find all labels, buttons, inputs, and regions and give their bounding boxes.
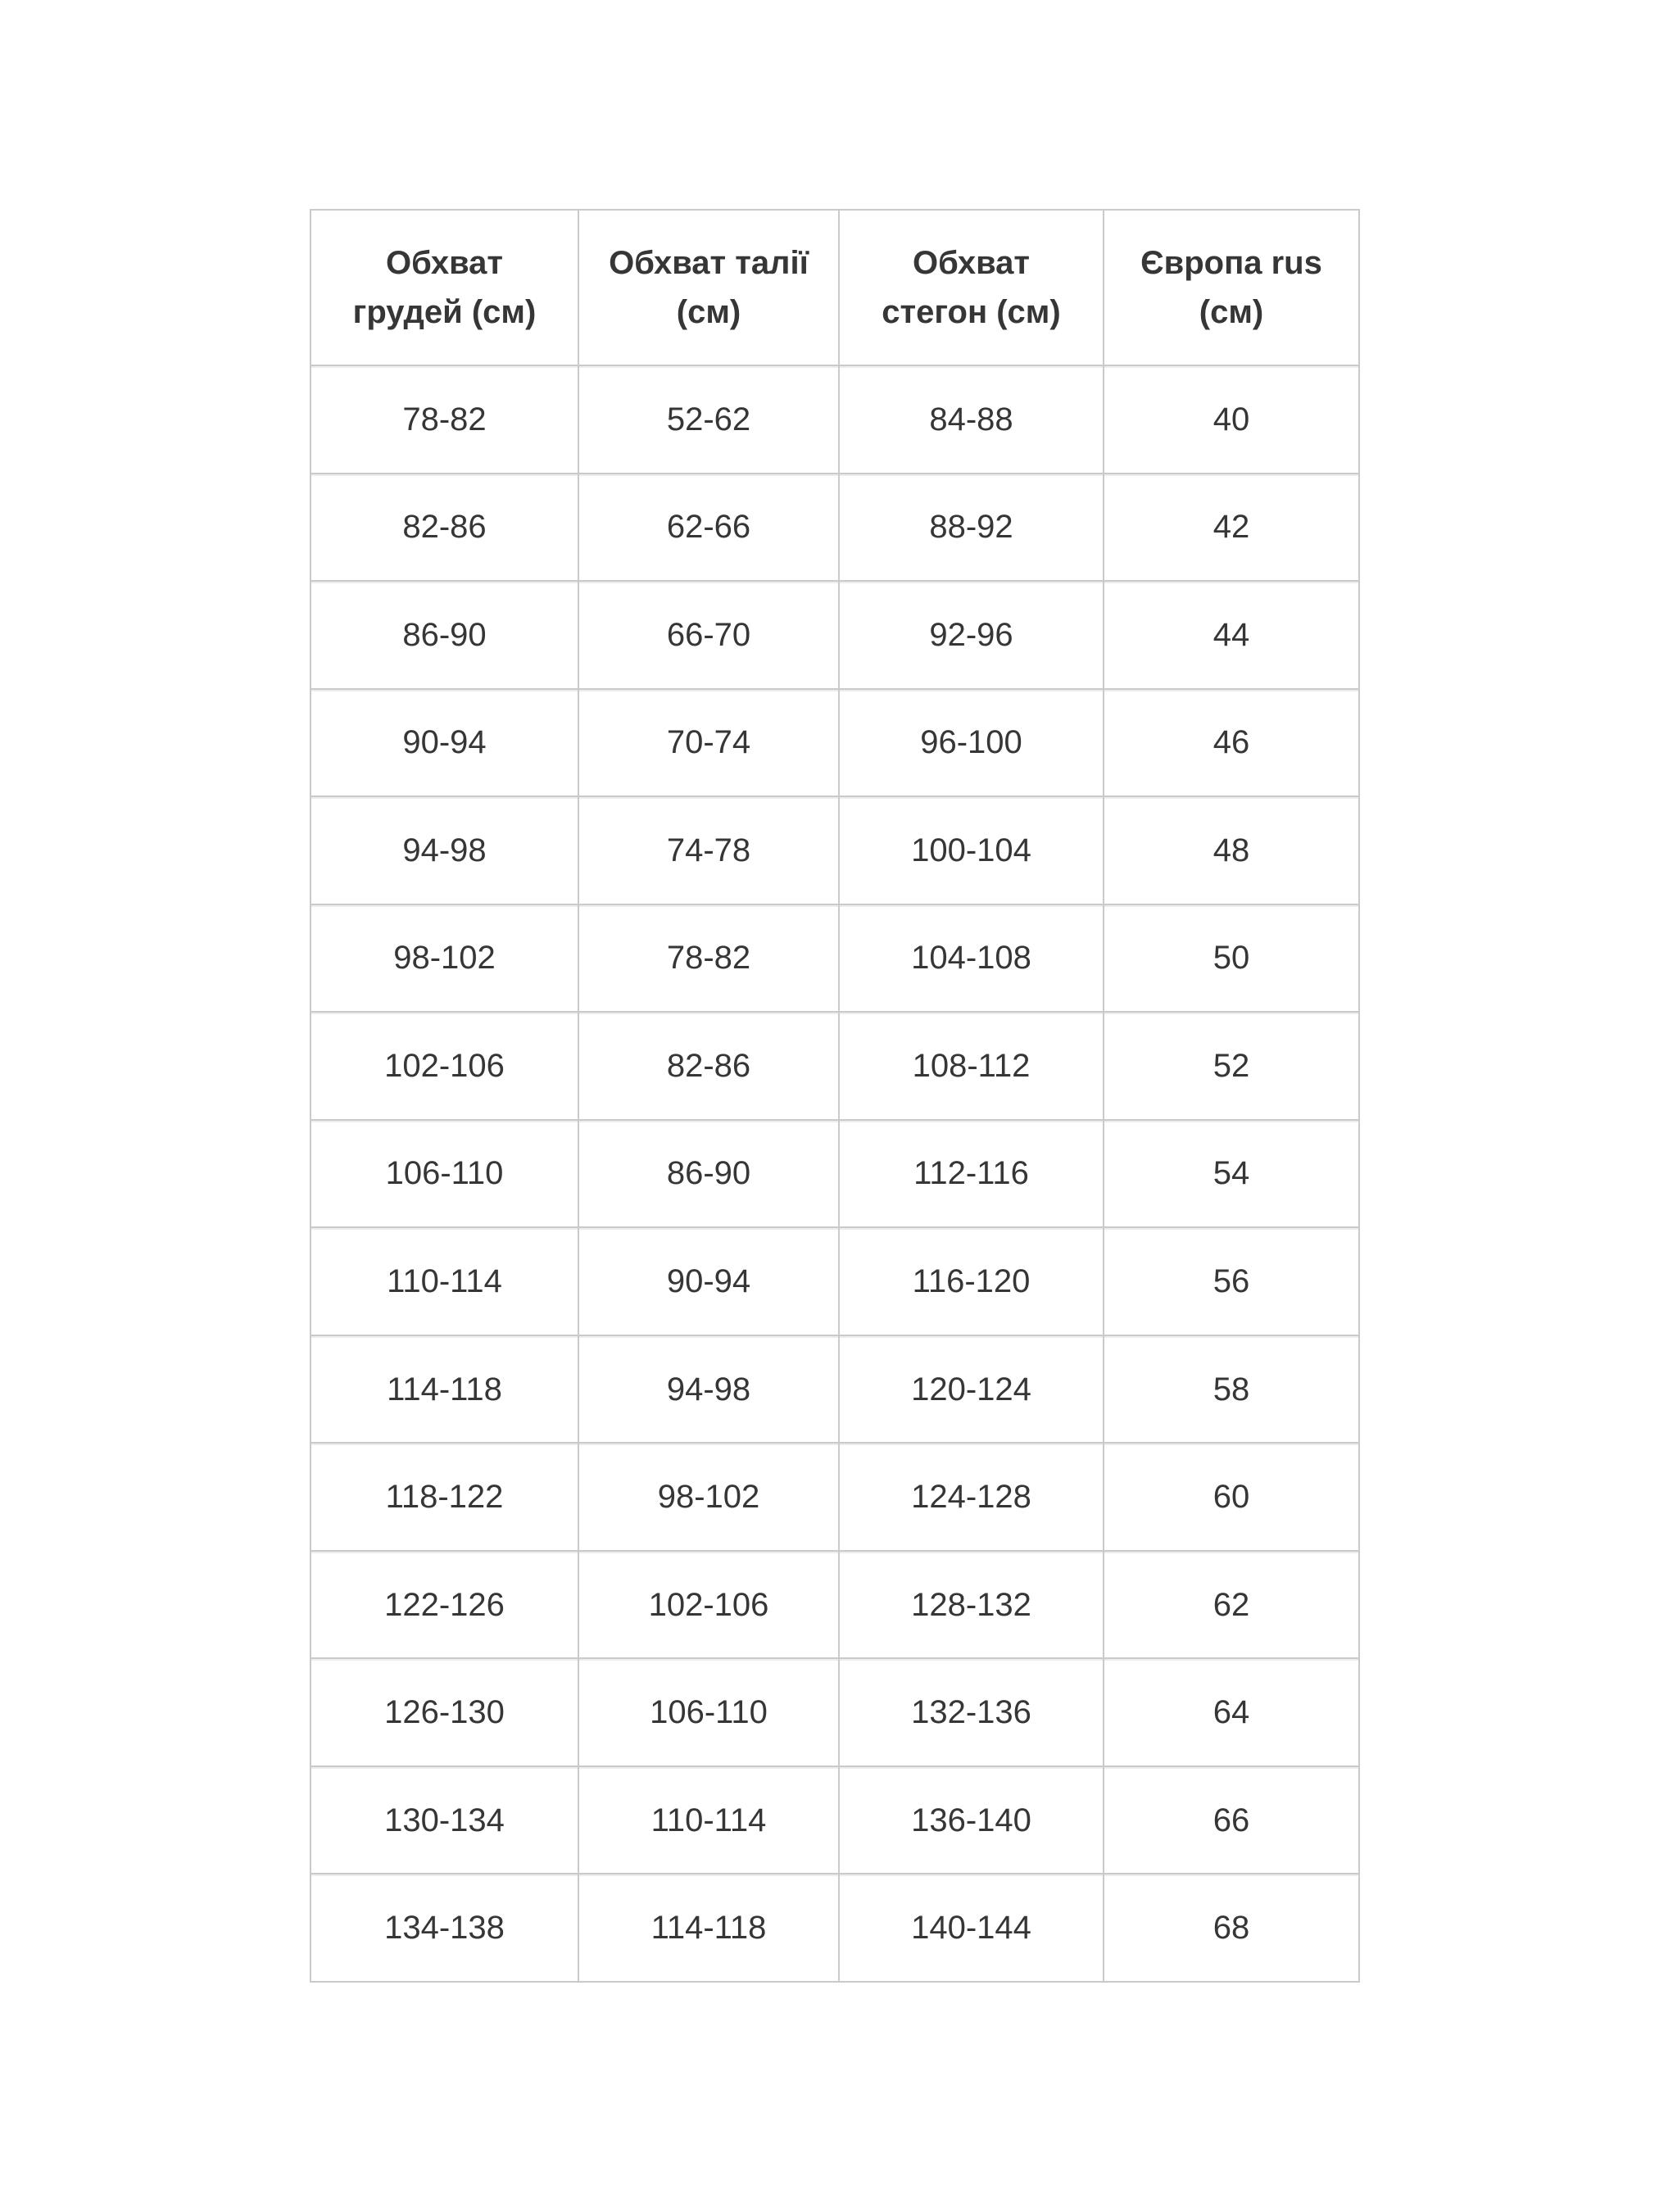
table-cell: 48 xyxy=(1104,796,1359,904)
table-cell: 70-74 xyxy=(578,689,839,797)
table-cell: 126-130 xyxy=(310,1658,578,1766)
table-cell: 92-96 xyxy=(839,581,1104,689)
table-cell: 110-114 xyxy=(578,1766,839,1874)
table-cell: 66-70 xyxy=(578,581,839,689)
table-row xyxy=(310,474,1359,582)
table-cell: 86-90 xyxy=(578,1120,839,1228)
table-row xyxy=(310,1335,1359,1444)
table-cell: 68 xyxy=(1104,1874,1359,1982)
table-cell: 96-100 xyxy=(839,689,1104,797)
table-cell: 106-110 xyxy=(578,1658,839,1766)
table-cell: 100-104 xyxy=(839,796,1104,904)
table-row xyxy=(310,904,1359,1013)
table-cell: 104-108 xyxy=(839,904,1104,1013)
table-cell: 120-124 xyxy=(839,1335,1104,1444)
table-cell: 50 xyxy=(1104,904,1359,1013)
table-cell: 88-92 xyxy=(839,474,1104,582)
table-cell: 82-86 xyxy=(578,1012,839,1120)
table-cell: 98-102 xyxy=(578,1443,839,1551)
table-cell: 118-122 xyxy=(310,1443,578,1551)
table-cell: 84-88 xyxy=(839,365,1104,474)
table-cell: 128-132 xyxy=(839,1551,1104,1659)
table-cell: 90-94 xyxy=(310,689,578,797)
header-cell-waist: Обхват талії (см) xyxy=(578,210,839,365)
table-cell: 108-112 xyxy=(839,1012,1104,1120)
table-row xyxy=(310,796,1359,904)
table-row xyxy=(310,1120,1359,1228)
table-cell: 116-120 xyxy=(839,1227,1104,1335)
table-cell: 140-144 xyxy=(839,1874,1104,1982)
table-row xyxy=(310,1012,1359,1120)
table-cell: 112-116 xyxy=(839,1120,1104,1228)
table-cell: 60 xyxy=(1104,1443,1359,1551)
table-cell: 78-82 xyxy=(310,365,578,474)
table-cell: 66 xyxy=(1104,1766,1359,1874)
table-cell: 56 xyxy=(1104,1227,1359,1335)
table-cell: 78-82 xyxy=(578,904,839,1013)
table-row xyxy=(310,581,1359,689)
table-row xyxy=(310,1874,1359,1982)
table-cell: 86-90 xyxy=(310,581,578,689)
header-row xyxy=(310,210,1359,365)
table-row xyxy=(310,1227,1359,1335)
table-cell: 124-128 xyxy=(839,1443,1104,1551)
table-cell: 102-106 xyxy=(578,1551,839,1659)
table-cell: 114-118 xyxy=(578,1874,839,1982)
table-cell: 58 xyxy=(1104,1335,1359,1444)
table-cell: 98-102 xyxy=(310,904,578,1013)
table-cell: 132-136 xyxy=(839,1658,1104,1766)
table-cell: 94-98 xyxy=(578,1335,839,1444)
table-cell: 46 xyxy=(1104,689,1359,797)
table-row xyxy=(310,689,1359,797)
table-cell: 62-66 xyxy=(578,474,839,582)
table-cell: 114-118 xyxy=(310,1335,578,1444)
size-table-body xyxy=(310,365,1359,1982)
table-row xyxy=(310,365,1359,474)
table-cell: 54 xyxy=(1104,1120,1359,1228)
size-table-header xyxy=(310,210,1359,365)
table-cell: 42 xyxy=(1104,474,1359,582)
table-cell: 82-86 xyxy=(310,474,578,582)
table-cell: 122-126 xyxy=(310,1551,578,1659)
table-row xyxy=(310,1551,1359,1659)
table-cell: 130-134 xyxy=(310,1766,578,1874)
table-cell: 106-110 xyxy=(310,1120,578,1228)
table-cell: 40 xyxy=(1104,365,1359,474)
table-cell: 64 xyxy=(1104,1658,1359,1766)
table-row xyxy=(310,1766,1359,1874)
header-cell-hips: Обхват стегон (см) xyxy=(839,210,1104,365)
table-cell: 110-114 xyxy=(310,1227,578,1335)
header-cell-chest: Обхват грудей (см) xyxy=(310,210,578,365)
table-row xyxy=(310,1658,1359,1766)
table-cell: 74-78 xyxy=(578,796,839,904)
table-cell: 94-98 xyxy=(310,796,578,904)
table-row xyxy=(310,1443,1359,1551)
header-cell-europe: Європа rus (см) xyxy=(1104,210,1359,365)
table-cell: 134-138 xyxy=(310,1874,578,1982)
size-chart-table xyxy=(310,209,1360,1983)
table-cell: 44 xyxy=(1104,581,1359,689)
table-cell: 90-94 xyxy=(578,1227,839,1335)
table-cell: 52 xyxy=(1104,1012,1359,1120)
table-cell: 102-106 xyxy=(310,1012,578,1120)
table-cell: 136-140 xyxy=(839,1766,1104,1874)
table-cell: 52-62 xyxy=(578,365,839,474)
table-cell: 62 xyxy=(1104,1551,1359,1659)
